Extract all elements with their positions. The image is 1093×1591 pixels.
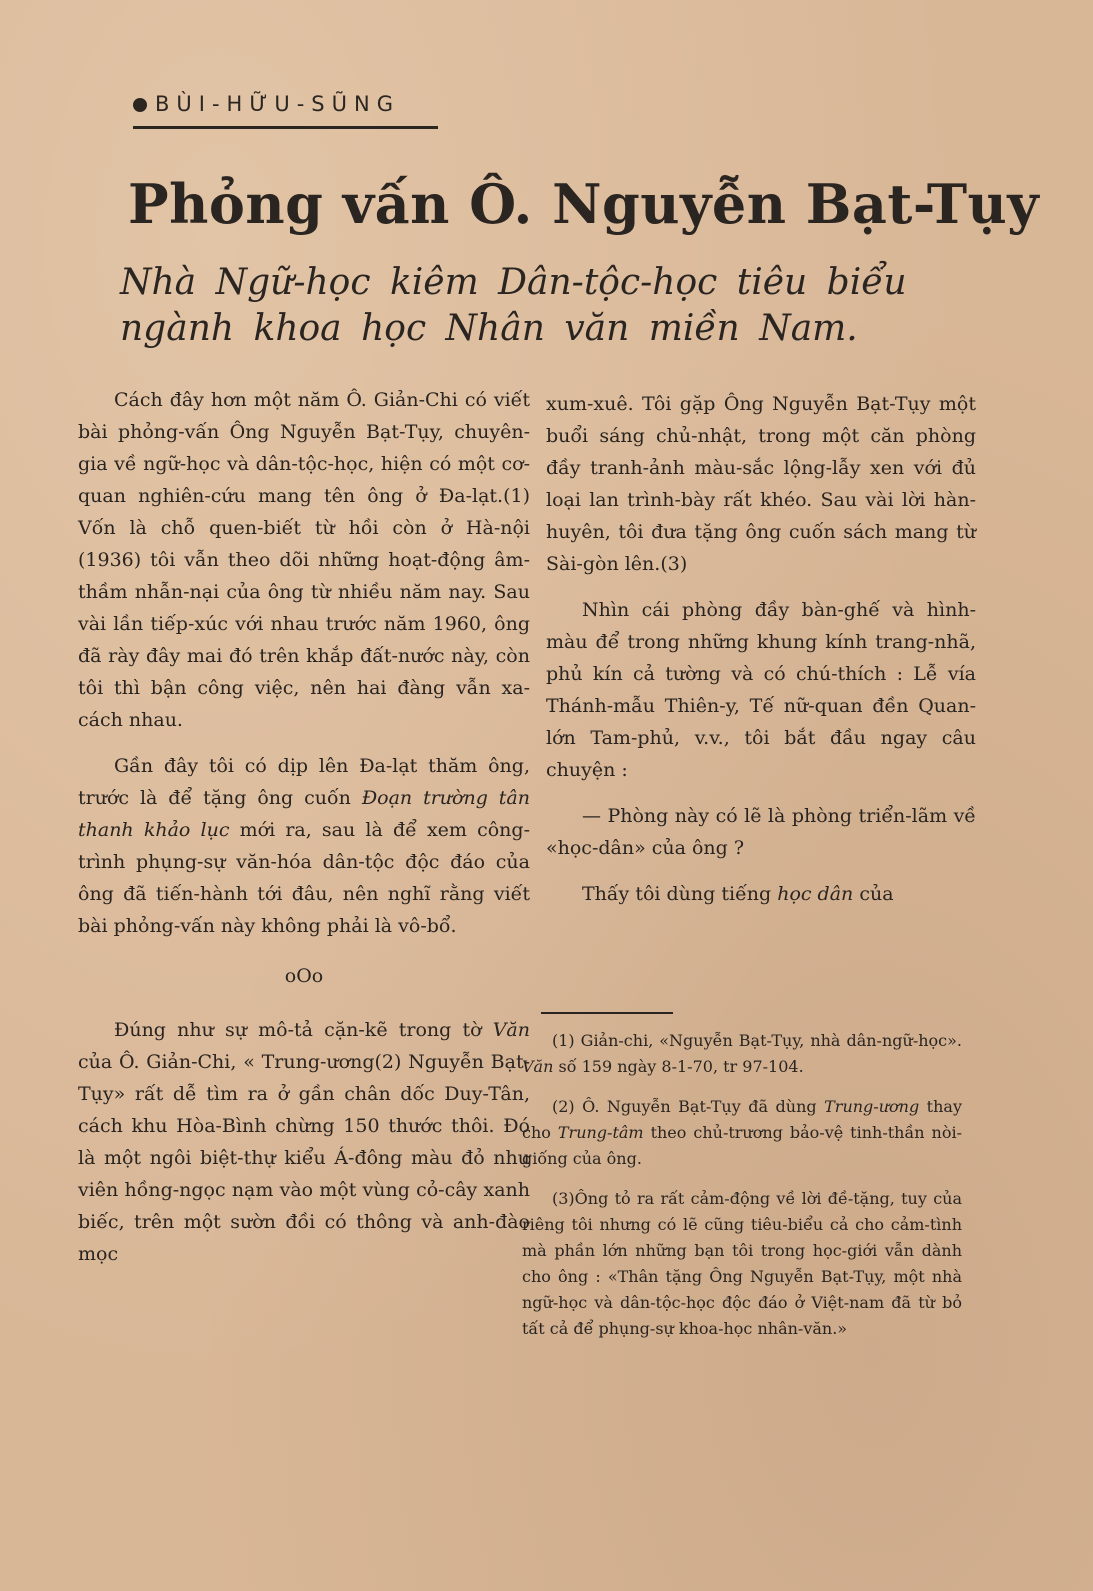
article-subtitle-line-1: Nhà Ngữ-học kiêm Dân-tộc-học tiêu biểu	[120, 262, 907, 303]
paragraph: Nhìn cái phòng đầy bàn-ghế và hình-màu để trong những khung kính trang-nhã, phủ kín cả tường và có chú-thích : Lễ vía Thánh-mẫu Thiên-y, Tế nữ-quan đền Quan-lớn Tam-phủ, v.v., tôi bắt đầu ngay câu chuyện :	[546, 599, 976, 781]
footnote-divider	[541, 1012, 673, 1014]
paragraph	[78, 750, 530, 942]
paragraph: — Phòng này có lẽ là phòng triển-lãm về «học-dân» của ông ?	[546, 805, 976, 859]
text-run: của	[853, 883, 894, 905]
author-underline	[133, 126, 438, 129]
footnote-2	[522, 1094, 962, 1172]
footnotes	[522, 1028, 962, 1356]
paragraph	[78, 1014, 530, 1270]
bullet-dot-icon	[133, 98, 147, 112]
term: Trung-tâm	[557, 1123, 644, 1142]
text-run: của Ô. Giản-Chi, « Trung-ương(2) Nguyễn Bạt-Tụy» rất dễ tìm ra ở gần chân dốc Duy-Tân, cách khu Hòa-Bình chừng 150 thước thôi. Đó là một ngôi biệt-thự kiểu Á-đông màu đỏ như viên hồng-ngọc nạm vào một vùng cỏ-cây xanh biếc, trên một sườn đồi có thông và anh-đào mọc	[78, 1051, 530, 1265]
text-run: Gần đây tôi có dịp lên Đa-lạt thăm ông, trước là để tặng ông cuốn	[78, 755, 530, 809]
author-name: BÙI-HỮU-SŨNG	[155, 92, 400, 116]
paragraph: xum-xuê. Tôi gặp Ông Nguyễn Bạt-Tụy một buổi sáng chủ-nhật, trong một căn phòng đầy tranh-ảnh màu-sắc lộng-lẫy xen với đủ loại lan trình-bày rất khéo. Sau vài lời hàn-huyên, tôi đưa tặng ông cuốn sách mang từ Sài-gòn lên.(3)	[546, 393, 976, 575]
text-run: theo chủ-trương bảo-vệ tinh-thần nòi-giống của ông.	[522, 1123, 963, 1168]
text-run: (1) Giản-chi, «Nguyễn Bạt-Tụy, nhà dân-ngữ-học».	[552, 1031, 962, 1050]
footnote-3: (3)Ông tỏ ra rất cảm-động về lời đề-tặng, tuy của riêng tôi nhưng có lẽ cũng tiêu-biểu cả cho cảm-tình mà phần lớn những bạn tôi trong học-giới vẫn dành cho ông : «Thân tặng Ông Nguyễn Bạt-Tụy, một nhà ngữ-học và dân-tộc-học độc đáo ở Việt-nam đã từ bỏ tất cả để phụng-sự khoa-học nhân-văn.»	[522, 1189, 962, 1338]
right-column	[546, 388, 976, 924]
author-byline	[133, 92, 400, 116]
paragraph: Cách đây hơn một năm Ô. Giản-Chi có viết bài phỏng-vấn Ông Nguyễn Bạt-Tụy, chuyên-gia về ngữ-học và dân-tộc-học, hiện có một cơ-quan nghiên-cứu mang tên ông ở Đa-lạt.(1) Vốn là chỗ quen-biết từ hồi còn ở Hà-nội (1936) tôi vẫn theo dõi những hoạt-động âm-thầm nhẫn-nại của ông từ nhiều năm nay. Sau vài lần tiếp-xúc với nhau trước năm 1960, ông đã rày đây mai đó trên khắp đất-nước này, còn tôi thì bận công việc, nên hai đàng vẫn xa-cách nhau.	[78, 389, 530, 731]
footnote-1	[522, 1028, 962, 1080]
paragraph	[546, 878, 976, 910]
article-title: Phỏng vấn Ô. Nguyễn Bạt-Tụy	[128, 172, 1040, 236]
text-run: thay cho	[522, 1097, 962, 1142]
text-run: mới ra, sau là để xem công-trình phụng-sự văn-hóa dân-tộc độc đáo của ông đã tiến-hành tới đâu, nên nghĩ rằng viết bài phỏng-vấn này không phải là vô-bổ.	[78, 819, 530, 937]
book-title: Đoạn trường tân thanh khảo lục	[78, 787, 531, 841]
article-subtitle-line-2: ngành khoa học Nhân văn miền Nam.	[120, 308, 858, 349]
publication-name: Văn	[492, 1019, 530, 1041]
left-column	[78, 384, 530, 1284]
term: học dân	[777, 883, 854, 905]
text-run: (2) Ô. Nguyễn Bạt-Tụy đã dùng	[552, 1097, 825, 1116]
text-run: Thấy tôi dùng tiếng	[582, 883, 778, 905]
section-divider: oOo	[284, 965, 324, 987]
text-run: số 159 ngày 8-1-70, tr 97-104.	[553, 1057, 804, 1076]
publication-name: Văn	[522, 1057, 554, 1076]
text-run: Đúng như sự mô-tả cặn-kẽ trong tờ	[114, 1019, 493, 1041]
term: Trung-ương	[824, 1097, 920, 1116]
